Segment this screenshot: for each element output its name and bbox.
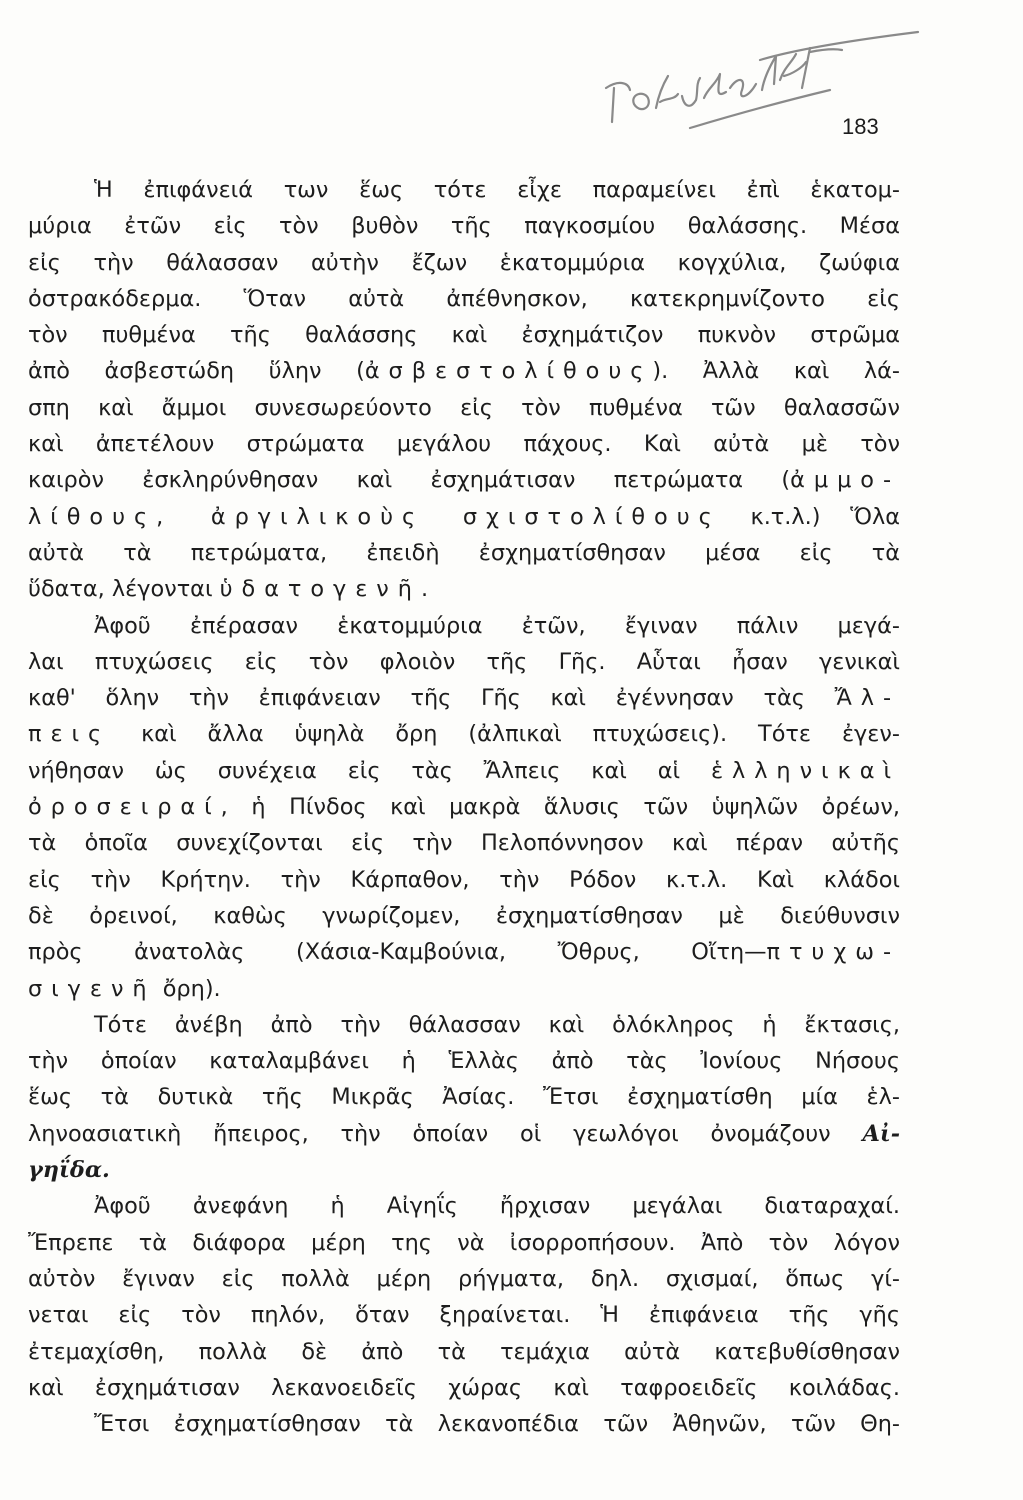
- text-segment: ἀπὸ ἀσβεστώδη ὕλην (: [28, 358, 365, 385]
- emphasized-term: σιγενῆ: [28, 975, 156, 1002]
- emphasized-term: ἀσβεστολίθους: [364, 358, 653, 385]
- emphasized-term: ὑδατογενῆ: [219, 576, 421, 603]
- emphasized-term: πτυχω-: [766, 939, 900, 966]
- text-segment: αὐτὰ τὰ πετρώματα, ἐπειδὴ ἐσχηματίσθησαν μέσα εἰς τὰ: [28, 539, 900, 566]
- text-segment: ἐτεμαχίσθη, πολλὰ δὲ ἀπὸ τὰ τεμάχια αὐτὰ κατεβυθίσθησαν: [28, 1338, 900, 1365]
- emphasized-term: πεις: [28, 721, 111, 748]
- text-segment: δὲ ὀρεινοί, καθὼς γνωρίζομεν, ἐσχηματίσθησαν μὲ διεύθυνσιν: [28, 902, 900, 929]
- bold-term: γηΐδα.: [28, 1157, 110, 1184]
- text-segment: καὶ ἀπετέλουν στρώματα μεγάλου πάχους. Καὶ αὐτὰ μὲ τὸν: [28, 431, 900, 458]
- text-line: [28, 644, 900, 680]
- text-line: [28, 862, 900, 898]
- text-segment: Ἡ ἐπιφάνειά των ἕως τότε εἶχε παραμείνει ἐπὶ ἑκατομ-: [94, 177, 900, 203]
- text-segment: καιρὸν ἐσκληρύνθησαν καὶ ἐσχημάτισαν πετρώματα (: [28, 467, 791, 494]
- text-line: [28, 1043, 900, 1079]
- text-line: [28, 245, 900, 281]
- text-line: [28, 499, 900, 535]
- text-segment: νήθησαν ὡς συνέχεια εἰς τὰς Ἄλπεις καὶ αἱ: [28, 757, 711, 784]
- text-segment: νεται εἰς τὸν πηλόν, ὅταν ξηραίνεται. Ἡ ἐπιφάνεια τῆς γῆς: [28, 1302, 900, 1329]
- text-segment: τὸν πυθμένα τῆς θαλάσσης καὶ ἐσχημάτιζον πυκνὸν στρῶμα: [28, 322, 900, 349]
- text-line: [28, 1007, 900, 1043]
- text-line: [28, 426, 900, 462]
- text-line: [28, 971, 900, 1007]
- text-line: [28, 571, 900, 607]
- text-segment: ληνοασιατικὴ ἤπειρος, τὴν ὁποίαν οἱ γεωλόγοι ὀνομάζουν: [28, 1120, 863, 1147]
- text-segment: ὕδατα, λέγονται: [28, 576, 220, 603]
- text-line: [28, 1370, 900, 1406]
- text-line: [28, 608, 900, 644]
- text-segment: καὶ ἄλλα ὑψηλὰ ὄρη (ἀλπικαὶ πτυχώσεις). Τότε ἐγεν-: [110, 721, 900, 748]
- text-line: [28, 390, 900, 426]
- text-segment: ἕως τὰ δυτικὰ τῆς Μικρᾶς Ἀσίας. Ἔτσι ἐσχηματίσθη μία ἑλ-: [28, 1084, 900, 1111]
- emphasized-term: λίθους, ἀργιλικοὺς σχιστολίθους: [28, 503, 721, 530]
- text-line: [28, 353, 900, 389]
- text-segment: εἰς τὴν θάλασσαν αὐτὴν ἔζων ἑκατομμύρια κογχύλια, ζωύφια: [28, 249, 900, 276]
- text-segment: Ἔτσι ἐσχηματίσθησαν τὰ λεκανοπέδια τῶν Ἀθηνῶν, τῶν Θη-: [94, 1411, 900, 1438]
- text-line: [28, 281, 900, 317]
- text-segment: Ἀφοῦ ἐπέρασαν ἑκατομμύρια ἐτῶν, ἔγιναν πάλιν μεγά-: [94, 612, 900, 639]
- emphasized-term: ἑλληνικαὶ: [710, 757, 900, 784]
- text-segment: σπη καὶ ἄμμοι συνεσωρεύοντο εἰς τὸν πυθμένα τῶν θαλασσῶν: [28, 394, 900, 421]
- text-line: [28, 1406, 900, 1442]
- text-segment: κ.τ.λ.) Ὅλα: [720, 503, 900, 530]
- text-segment: μύρια ἐτῶν εἰς τὸν βυθὸν τῆς παγκοσμίου θαλάσσης. Μέσα: [28, 213, 900, 240]
- text-line: [28, 1261, 900, 1297]
- text-segment: ὄρη).: [155, 975, 221, 1002]
- text-segment: αὐτὸν ἔγιναν εἰς πολλὰ μέρη ρήγματα, δηλ. σχισμαί, ὅπως γί-: [28, 1265, 900, 1292]
- text-line: [28, 462, 900, 498]
- text-segment: πρὸς ἀνατολὰς (Χάσια-Καμβούνια, Ὄθρυς, Οἴτη—: [28, 939, 767, 966]
- text-segment: , ἡ Πίνδος καὶ μακρὰ ἅλυσις τῶν ὑψηλῶν ὀρέων,: [220, 794, 900, 821]
- text-segment: .: [420, 576, 429, 603]
- text-segment: ). Ἀλλὰ καὶ λά-: [652, 358, 900, 385]
- text-segment: ὀστρακόδερμα. Ὅταν αὐτὰ ἀπέθνησκον, κατεκρημνίζοντο εἰς: [28, 285, 900, 312]
- text-segment: λαι πτυχώσεις εἰς τὸν φλοιὸν τῆς Γῆς. Αὗται ἦσαν γενικαὶ: [28, 648, 900, 675]
- emphasized-term: ὀροσειραί: [28, 794, 221, 821]
- text-line: [28, 716, 900, 752]
- text-segment: Ἀφοῦ ἀνεφάνη ἡ Αἰγηΐς ἤρχισαν μεγάλαι διαταραχαί.: [94, 1193, 900, 1220]
- page-number: 183: [842, 114, 879, 139]
- text-line: [28, 1116, 900, 1152]
- text-line: [28, 1188, 900, 1224]
- text-line: [28, 1152, 900, 1188]
- text-segment: τὰ ὁποῖα συνεχίζονται εἰς τὴν Πελοπόννησον καὶ πέραν αὐτῆς: [28, 830, 900, 857]
- text-line: [28, 317, 900, 353]
- text-line: [28, 825, 900, 861]
- text-segment: καὶ ἐσχημάτισαν λεκανοειδεῖς χώρας καὶ ταφροειδεῖς κοιλάδας.: [28, 1374, 900, 1401]
- text-segment: τὴν ὁποίαν καταλαμβάνει ἡ Ἑλλὰς ἀπὸ τὰς Ἰονίους Νήσους: [28, 1048, 900, 1075]
- bold-term: Αἰ-: [862, 1120, 900, 1147]
- text-line: [28, 208, 900, 244]
- text-line: [28, 1225, 900, 1261]
- text-line: [28, 680, 900, 716]
- emphasized-term: Ἄλ-: [834, 685, 900, 712]
- text-line: [28, 172, 900, 208]
- text-line: [28, 1334, 900, 1370]
- text-segment: Ἔπρεπε τὰ διάφορα μέρη της νὰ ἰσορροπήσουν. Ἀπὸ τὸν λόγον: [28, 1229, 900, 1256]
- body-text: [28, 172, 900, 1442]
- text-line: [28, 535, 900, 571]
- text-line: [28, 1297, 900, 1333]
- emphasized-term: ἀμμο-: [790, 467, 900, 494]
- text-line: [28, 1079, 900, 1115]
- handwritten-signature: [570, 18, 920, 178]
- text-segment: καθ' ὅλην τὴν ἐπιφάνειαν τῆς Γῆς καὶ ἐγέννησαν τὰς: [28, 685, 835, 712]
- text-segment: Τότε ἀνέβη ἀπὸ τὴν θάλασσαν καὶ ὁλόκληρος ἡ ἔκτασις,: [94, 1011, 900, 1038]
- text-line: [28, 789, 900, 825]
- text-line: [28, 934, 900, 970]
- text-segment: εἰς τὴν Κρήτην. τὴν Κάρπαθον, τὴν Ρόδον κ.τ.λ. Καὶ κλάδοι: [28, 866, 900, 893]
- text-line: [28, 753, 900, 789]
- text-line: [28, 898, 900, 934]
